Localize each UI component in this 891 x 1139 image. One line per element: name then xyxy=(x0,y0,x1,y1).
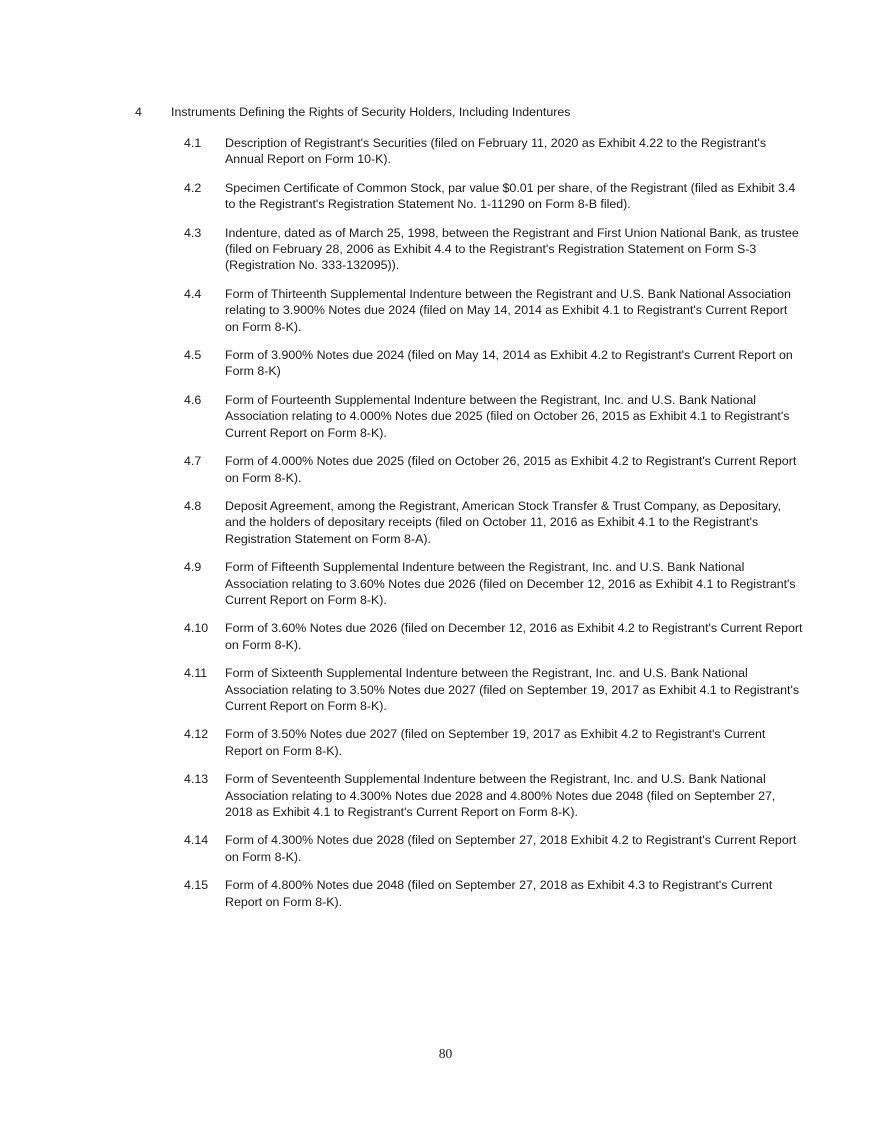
exhibit-description: Deposit Agreement, among the Registrant, American Stock Transfer & Trust Company, as Depositary, and the holders of depositary receipts (filed on October 11, 2016 as Exhibit 4.1 to the Registrant's Registration Statement on Form 8-A). xyxy=(225,498,781,546)
exhibit-description: Specimen Certificate of Common Stock, par value $0.01 per share, of the Registrant (filed as Exhibit 3.4 to the Registrant's Registration Statement No. 1-11290 on Form 8-B filed). xyxy=(225,180,796,212)
exhibit-item-4-12 xyxy=(184,726,804,759)
exhibit-item-4-13 xyxy=(184,771,804,820)
exhibit-description: Form of 3.900% Notes due 2024 (filed on May 14, 2014 as Exhibit 4.2 to Registrant's Current Report on Form 8-K) xyxy=(225,348,793,379)
exhibit-item-4-15 xyxy=(184,877,804,910)
exhibit-number: 4.11 xyxy=(184,666,208,681)
exhibit-item-4-10 xyxy=(184,620,804,653)
section-title: Instruments Defining the Rights of Security Holders, Including Indentures xyxy=(171,105,571,119)
exhibit-number: 4.8 xyxy=(184,498,202,513)
exhibit-number: 4.3 xyxy=(184,225,202,240)
page-number: 80 xyxy=(438,1046,453,1061)
exhibit-item-4-7 xyxy=(184,453,804,486)
exhibit-description: Form of 3.50% Notes due 2027 (filed on September 19, 2017 as Exhibit 4.2 to Registrant's Current Report on Form 8-K). xyxy=(225,727,766,758)
exhibit-number: 4.7 xyxy=(184,454,202,469)
exhibit-item-4-3 xyxy=(184,225,804,274)
exhibit-item-4-14 xyxy=(184,832,804,865)
exhibit-description: Form of 4.300% Notes due 2028 (filed on September 27, 2018 Exhibit 4.2 to Registrant's Current Report on Form 8-K). xyxy=(225,833,797,864)
exhibit-description: Indenture, dated as of March 25, 1998, between the Registrant and First Union National Bank, as trustee (filed on February 28, 2006 as Exhibit 4.4 to the Registrant's Registration Statement on Form S-3 (Registration No. 333-132095)). xyxy=(225,225,799,273)
exhibit-number: 4.2 xyxy=(184,180,202,195)
exhibit-description: Form of Seventeenth Supplemental Indenture between the Registrant, Inc. and U.S. Bank National Association relating to 4.300% Notes due 2028 and 4.800% Notes due 2048 (filed on September 27, 2018 as Exhibit 4.1 to Registrant's Current Report on Form 8-K). xyxy=(225,772,776,819)
exhibit-description: Form of 4.800% Notes due 2048 (filed on September 27, 2018 as Exhibit 4.3 to Registrant's Current Report on Form 8-K). xyxy=(225,878,773,909)
exhibit-description: Form of Fourteenth Supplemental Indenture between the Registrant, Inc. and U.S. Bank National Association relating to 4.000% Notes due 2025 (filed on October 26, 2015 as Exhibit 4.1 to Registrant's Current Report on Form 8-K). xyxy=(225,392,790,440)
section-number: 4 xyxy=(135,105,142,119)
section-heading xyxy=(135,104,835,121)
exhibit-description: Form of 3.60% Notes due 2026 (filed on December 12, 2016 as Exhibit 4.2 to Registrant's Current Report on Form 8-K). xyxy=(225,621,803,652)
exhibit-number: 4.12 xyxy=(184,727,209,742)
exhibit-number: 4.14 xyxy=(184,833,209,848)
exhibit-number: 4.5 xyxy=(184,348,202,363)
exhibit-item-4-2 xyxy=(184,180,804,213)
exhibit-item-4-11 xyxy=(184,665,804,714)
exhibit-item-4-6 xyxy=(184,392,804,441)
exhibit-number: 4.9 xyxy=(184,560,202,575)
exhibit-list xyxy=(184,135,804,922)
exhibit-description: Form of 4.000% Notes due 2025 (filed on October 26, 2015 as Exhibit 4.2 to Registrant's Current Report on Form 8-K). xyxy=(225,454,797,485)
exhibit-item-4-8 xyxy=(184,498,804,547)
exhibit-number: 4.4 xyxy=(184,286,202,301)
exhibit-item-4-4 xyxy=(184,286,804,335)
exhibit-description: Form of Sixteenth Supplemental Indenture between the Registrant, Inc. and U.S. Bank National Association relating to 3.50% Notes due 2027 (filed on September 19, 2017 as Exhibit 4.1 to Registrant's Current Report on Form 8-K). xyxy=(225,666,800,713)
exhibit-item-4-1 xyxy=(184,135,804,168)
exhibit-number: 4.10 xyxy=(184,621,209,636)
exhibit-item-4-9 xyxy=(184,559,804,608)
exhibit-description: Form of Thirteenth Supplemental Indenture between the Registrant and U.S. Bank National Association relating to 3.900% Notes due 2024 (filed on May 14, 2014 as Exhibit 4.1 to Registrant's Current Report on Form 8-K). xyxy=(225,286,791,334)
exhibit-number: 4.1 xyxy=(184,136,202,150)
exhibit-item-4-5 xyxy=(184,347,804,380)
exhibit-description: Form of Fifteenth Supplemental Indenture between the Registrant, Inc. and U.S. Bank National Association relating to 3.60% Notes due 2026 (filed on December 12, 2016 as Exhibit 4.1 to Registrant's Current Report on Form 8-K). xyxy=(225,560,796,607)
exhibit-number: 4.15 xyxy=(184,878,209,893)
exhibit-number: 4.6 xyxy=(184,392,202,407)
exhibit-description: Description of Registrant's Securities (filed on February 11, 2020 as Exhibit 4.22 to the Registrant's Annual Report on Form 10-K). xyxy=(225,136,767,167)
exhibit-number: 4.13 xyxy=(184,772,209,787)
